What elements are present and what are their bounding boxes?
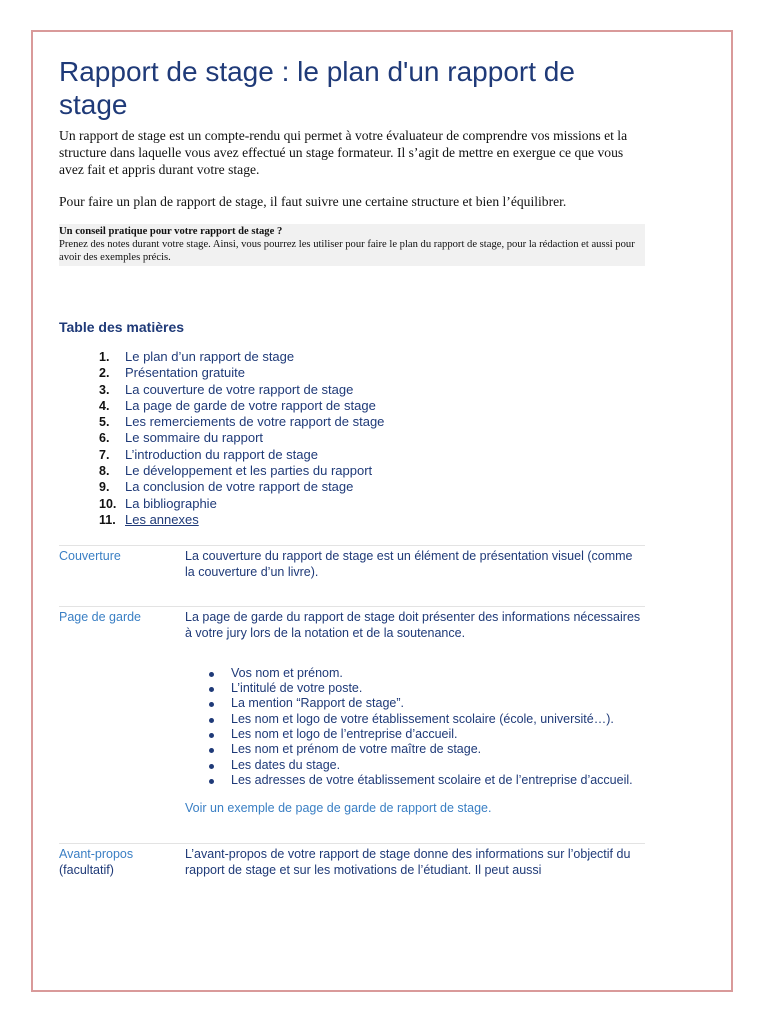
toc-item-number: 5. <box>99 415 110 430</box>
toc-item-link[interactable]: La page de garde de votre rapport de stage <box>125 397 376 413</box>
toc-item[interactable] <box>59 382 645 398</box>
intro-paragraph-2: Pour faire un plan de rapport de stage, il faut suivre une certaine structure et bien l’équilibrer. <box>59 194 567 209</box>
table-row <box>59 844 645 878</box>
toc-item[interactable] <box>59 479 645 495</box>
toc-item-link[interactable]: La bibliographie <box>125 495 217 511</box>
list-item: Les adresses de votre établissement scolaire et de l’entreprise d’accueil. <box>185 773 645 788</box>
toc-item[interactable] <box>59 512 645 528</box>
list-item: Vos nom et prénom. <box>185 666 645 681</box>
table-row <box>59 607 645 844</box>
toc-item-link[interactable]: Le sommaire du rapport <box>125 430 264 446</box>
section-text-cover: La couverture du rapport de stage est un élément de présentation visuel (comme la couverture d’un livre). <box>185 549 633 579</box>
toc-item-number: 11. <box>99 512 116 527</box>
toc-item[interactable] <box>59 430 645 446</box>
list-item: Les dates du stage. <box>185 758 645 773</box>
table-of-contents <box>59 349 645 528</box>
toc-item-number: 10. <box>99 496 117 511</box>
toc-item-number: 6. <box>99 431 110 446</box>
document-content <box>59 55 645 878</box>
toc-item[interactable] <box>59 447 645 463</box>
toc-item-link[interactable]: Les annexes <box>125 511 199 527</box>
toc-item-number: 3. <box>99 382 110 397</box>
toc-item[interactable] <box>59 496 645 512</box>
toc-item[interactable] <box>59 365 645 381</box>
list-item: Les nom et prénom de votre maître de stage. <box>185 742 645 757</box>
toc-item-number: 2. <box>99 366 110 381</box>
title-page-bullet-list <box>185 666 645 788</box>
section-label-foreword-optional: (facultatif) <box>59 862 114 877</box>
list-item: Les nom et logo de l’entreprise d’accueil. <box>185 727 645 742</box>
toc-item-link[interactable]: L’introduction du rapport de stage <box>125 446 318 462</box>
toc-item-number: 7. <box>99 447 110 462</box>
toc-item[interactable] <box>59 349 645 365</box>
toc-item-link[interactable]: La couverture de votre rapport de stage <box>125 381 354 397</box>
toc-item-link[interactable]: La conclusion de votre rapport de stage <box>125 479 354 495</box>
list-item: L’intitulé de votre poste. <box>185 681 645 696</box>
toc-item-number: 8. <box>99 464 110 479</box>
section-text-foreword: L’avant-propos de votre rapport de stage donne des informations sur l’objectif du rapport de stage et sur les motivations de l’étudiant. Il peut aussi <box>185 847 631 877</box>
section-label-foreword-link[interactable]: Avant-propos <box>59 847 134 862</box>
toc-item[interactable] <box>59 414 645 430</box>
list-item: La mention “Rapport de stage”. <box>185 696 645 711</box>
section-cell-title-page <box>185 607 645 844</box>
toc-item[interactable] <box>59 398 645 414</box>
toc-item-number: 9. <box>99 480 110 495</box>
tip-box <box>59 224 645 266</box>
page-title: Rapport de stage : le plan d'un rapport de stage <box>59 56 575 120</box>
toc-item-number: 1. <box>99 350 110 364</box>
toc-item-link[interactable]: Les remerciements de votre rapport de stage <box>125 414 385 430</box>
toc-heading: Table des matières <box>59 319 185 335</box>
toc-item-link[interactable]: Le plan d’un rapport de stage <box>125 349 295 364</box>
sections-table <box>59 545 645 878</box>
toc-item-link[interactable]: Présentation gratuite <box>125 365 245 381</box>
list-item: Les nom et logo de votre établissement scolaire (école, université…). <box>185 712 645 727</box>
intro-paragraph-1: Un rapport de stage est un compte-rendu qui permet à votre évaluateur de comprendre vos missions et la structure dans laquelle vous avez effectué un stage formateur. Il s’agit de mettre en exergue ce que vous avez fait et appris durant votre stage. <box>59 128 628 177</box>
tip-body: Prenez des notes durant votre stage. Ainsi, vous pourrez les utiliser pour faire le plan du rapport de stage, pour la rédaction et aussi pour avoir des exemples précis. <box>59 239 635 263</box>
toc-item-link[interactable]: Le développement et les parties du rapport <box>125 463 373 479</box>
tip-title: Un conseil pratique pour votre rapport de stage ? <box>59 226 283 237</box>
section-label-foreword <box>59 844 185 878</box>
toc-item[interactable] <box>59 463 645 479</box>
section-label-title-page[interactable]: Page de garde <box>59 610 142 625</box>
section-label-cover[interactable]: Couverture <box>59 549 121 564</box>
toc-item-number: 4. <box>99 398 110 413</box>
title-page-example-link[interactable]: Voir un exemple de page de garde de rapport de stage. <box>185 801 492 816</box>
section-text-title-page: La page de garde du rapport de stage doit présenter des informations nécessaires à votre jury lors de la notation et de la soutenance. <box>185 610 641 640</box>
table-row <box>59 546 645 607</box>
